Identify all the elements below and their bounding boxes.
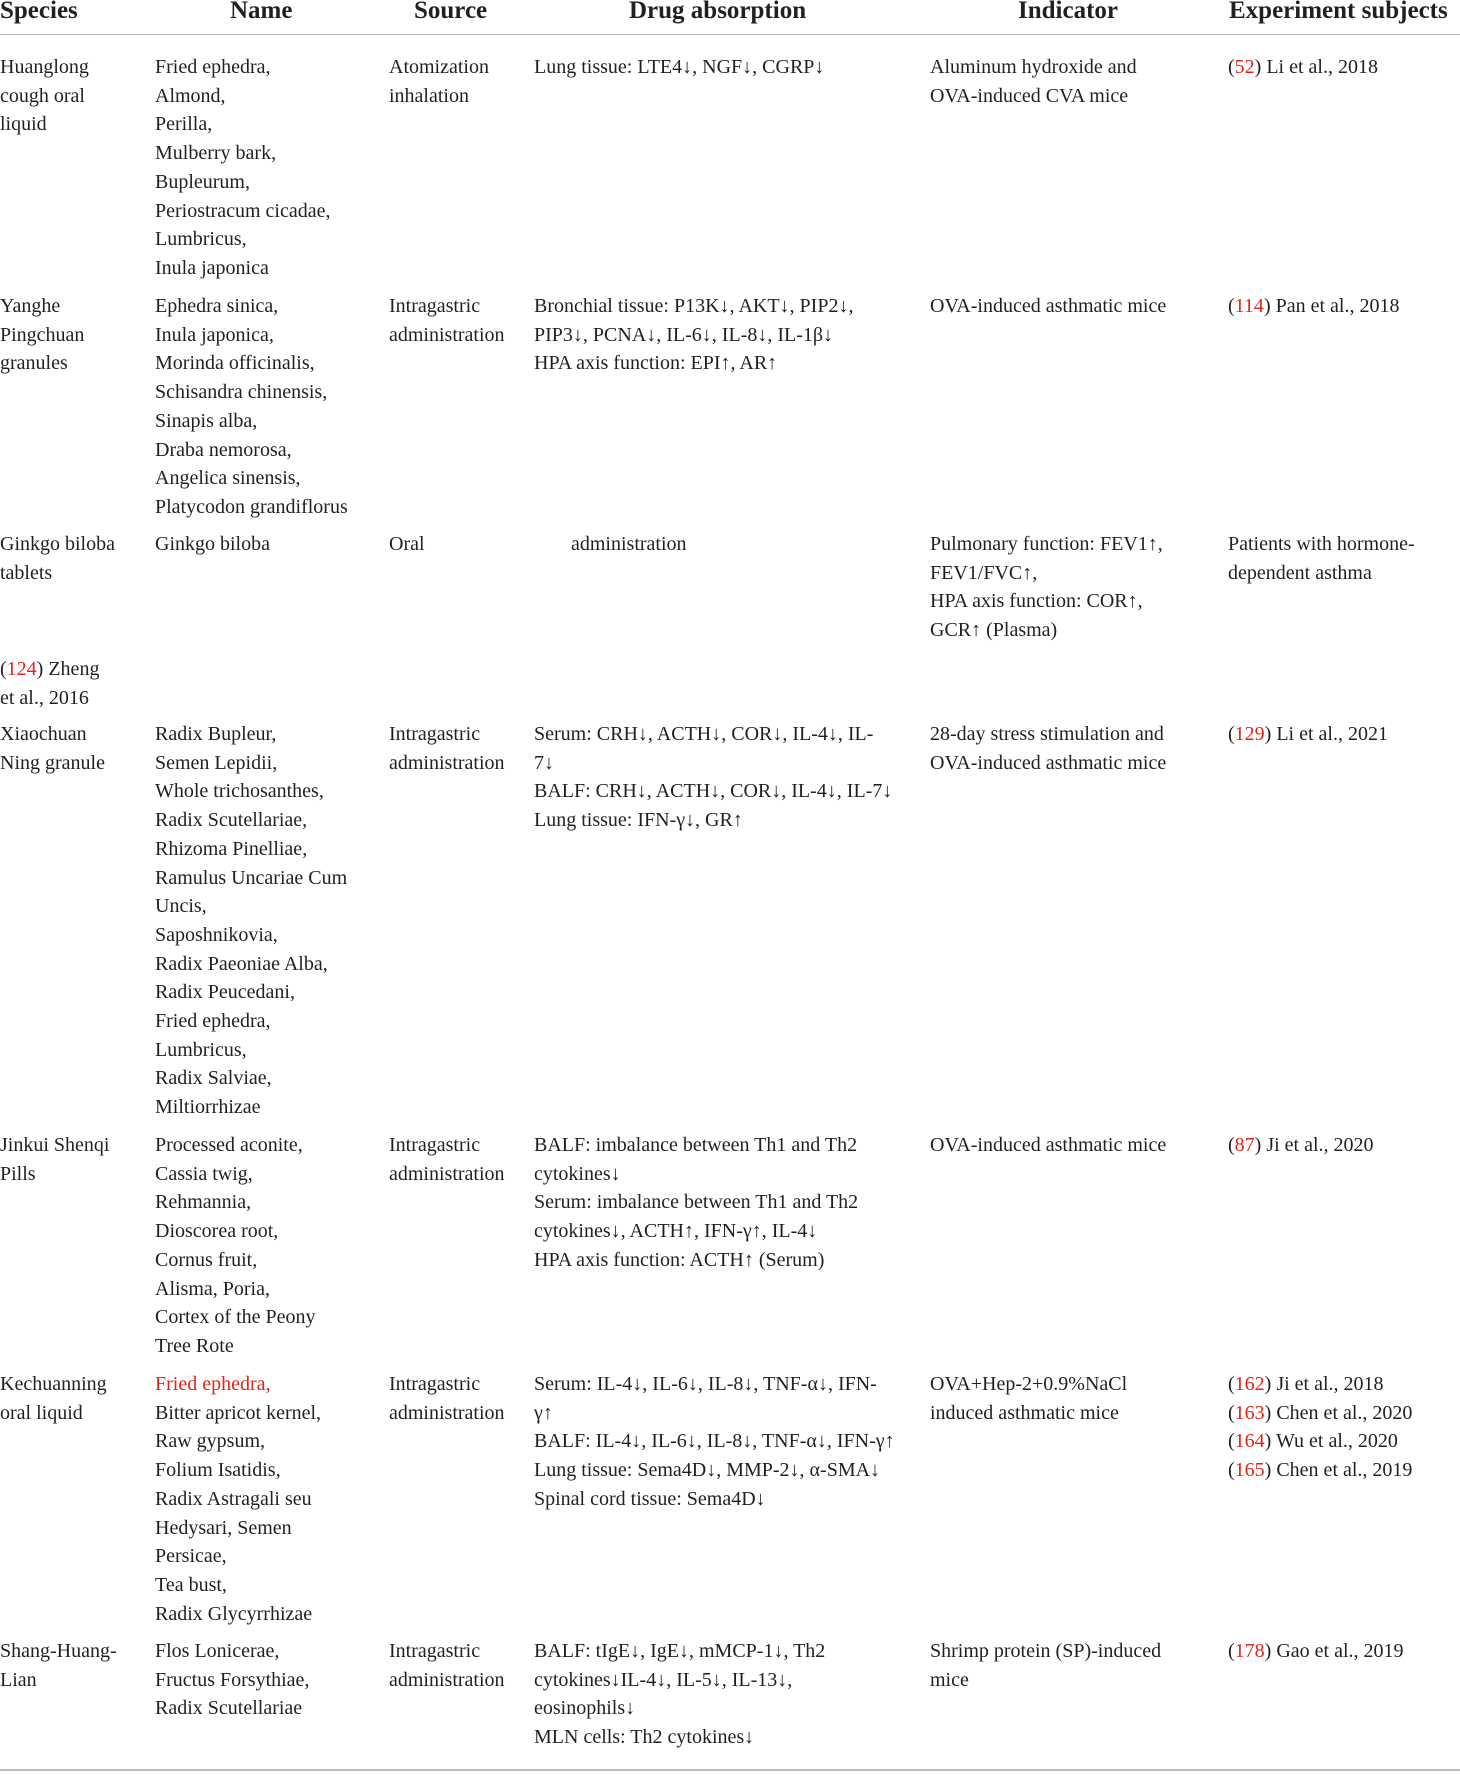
header-indicator: Indicator (1018, 0, 1118, 24)
row-5-name: Fried ephedra, Bitter apricot kernel, Raw gypsum, Folium Isatidis, Radix Astragali seu Hedysari, Semen Persicae, Tea bust, Radix Glycyrrhizae (155, 1370, 321, 1628)
reference-link[interactable]: 178 (1234, 1640, 1265, 1662)
row-2-name: Ginkgo biloba (155, 533, 270, 555)
row-3-source: Intragastric administration (389, 723, 505, 774)
header-name: Name (230, 0, 293, 24)
row-0-species: Huanglong cough oral liquid (0, 56, 89, 136)
row-0-indicator: Aluminum hydroxide and OVA-induced CVA mice (930, 56, 1137, 107)
row-3-refs (1228, 720, 1388, 749)
reference-link[interactable]: 165 (1234, 1459, 1265, 1482)
reference: (165) Chen et al., 2019 (1228, 1459, 1413, 1482)
row-2-subjects: Patients with hormone- dependent asthma (1228, 533, 1415, 584)
row-0-refs (1228, 53, 1378, 82)
reference-link[interactable]: 124 (6, 658, 37, 680)
reference-link[interactable]: 52 (1234, 56, 1255, 78)
highlighted-ingredient[interactable]: Fried ephedra, (155, 1373, 271, 1395)
row-5-refs (1228, 1370, 1412, 1485)
reference: (178) Gao et al., 2019 (1228, 1640, 1404, 1662)
row-6-source: Intragastric administration (389, 1640, 505, 1691)
row-0-source: Atomization inhalation (389, 56, 489, 107)
reference-link[interactable]: 163 (1234, 1401, 1265, 1424)
row-2-species-ref: (124) Zheng et al., 2016 (0, 655, 99, 712)
header-species: Species (0, 0, 78, 24)
reference: (129) Li et al., 2021 (1228, 723, 1388, 745)
row-6-species: Shang-Huang- Lian (0, 1640, 117, 1691)
reference: (164) Wu et al., 2020 (1228, 1430, 1398, 1453)
header-source: Source (414, 0, 488, 24)
row-1-name: Ephedra sinica, Inula japonica, Morinda officinalis, Schisandra chinensis, Sinapis alba, Draba nemorosa, Angelica sinensis, Platycodon grandiflorus (155, 295, 348, 518)
row-1-drug-absorption: Bronchial tissue: P13K↓, AKT↓, PIP2↓, PIP3↓, PCNA↓, IL-6↓, IL-8↓, IL-1β↓ HPA axis function: EPI↑, AR↑ (534, 295, 854, 375)
row-6-name: Flos Lonicerae, Fructus Forsythiae, Radix Scutellariae (155, 1640, 310, 1720)
row-5-drug-absorption: Serum: IL-4↓, IL-6↓, IL-8↓, TNF-α↓, IFN- γ↑ BALF: IL-4↓, IL-6↓, IL-8↓, TNF-α↓, IFN-γ↑ Lung tissue: Sema4D↓, MMP-2↓, α-SMA↓ Spinal cord tissue: Sema4D↓ (534, 1373, 895, 1510)
reference-link[interactable]: 162 (1234, 1373, 1265, 1395)
reference: (124) Zheng (0, 658, 100, 680)
header-drug-absorption: Drug absorption (629, 0, 807, 24)
row-4-source: Intragastric administration (389, 1134, 505, 1185)
row-5-indicator: OVA+Hep-2+0.9%NaCl induced asthmatic mice (930, 1373, 1128, 1424)
row-6-refs (1228, 1637, 1404, 1666)
header-experiment-subjects: Experiment subjects (1229, 0, 1448, 24)
row-2-species: Ginkgo biloba tablets (0, 533, 115, 584)
row-4-species: Jinkui Shenqi Pills (0, 1134, 110, 1185)
row-2-indicator: Pulmonary function: FEV1↑, FEV1/FVC↑, HPA axis function: COR↑, GCR↑ (Plasma) (930, 533, 1163, 642)
reference-link[interactable]: 87 (1234, 1134, 1255, 1156)
row-2-source: Oral (389, 533, 425, 555)
row-1-species: Yanghe Pingchuan granules (0, 295, 85, 375)
row-3-drug-absorption: Serum: CRH↓, ACTH↓, COR↓, IL-4↓, IL- 7↓ BALF: CRH↓, ACTH↓, COR↓, IL-4↓, IL-7↓ Lung tissue: IFN-γ↓, GR↑ (534, 723, 893, 832)
reference: (87) Ji et al., 2020 (1228, 1134, 1374, 1156)
row-3-name: Radix Bupleur, Semen Lepidii, Whole trichosanthes, Radix Scutellariae, Rhizoma Pinelliae, Ramulus Uncariae Cum Uncis, Saposhnikovia, Radix Paeoniae Alba, Radix Peucedani, Fried ephedra, Lumbricus, Radix Salviae, Miltiorrhizae (155, 723, 348, 1119)
row-5-source: Intragastric administration (389, 1373, 505, 1424)
row-4-refs (1228, 1131, 1374, 1160)
row-4-name: Processed aconite, Cassia twig, Rehmannia, Dioscorea root, Cornus fruit, Alisma, Poria, Cortex of the Peony Tree Rote (155, 1134, 316, 1357)
reference: (163) Chen et al., 2020 (1228, 1401, 1413, 1424)
row-1-source: Intragastric administration (389, 295, 505, 346)
row-3-species: Xiaochuan Ning granule (0, 723, 105, 774)
row-1-indicator: OVA-induced asthmatic mice (930, 295, 1167, 317)
row-0-name: Fried ephedra, Almond, Perilla, Mulberry bark, Bupleurum, Periostracum cicadae, Lumbricus, Inula japonica (155, 56, 331, 279)
header-rule (0, 34, 1460, 35)
bottom-rule (0, 1769, 1460, 1771)
row-6-drug-absorption: BALF: tIgE↓, IgE↓, mMCP-1↓, Th2 cytokines↓IL-4↓, IL-5↓, IL-13↓, eosinophils↓ MLN cells: Th2 cytokines↓ (534, 1640, 826, 1749)
row-5-species: Kechuanning oral liquid (0, 1373, 107, 1424)
row-0-drug-absorption: Lung tissue: LTE4↓, NGF↓, CGRP↓ (534, 56, 825, 78)
reference: (114) Pan et al., 2018 (1228, 295, 1400, 317)
row-6-indicator: Shrimp protein (SP)-induced mice (930, 1640, 1162, 1691)
row-3-indicator: 28-day stress stimulation and OVA-induced asthmatic mice (930, 723, 1167, 774)
row-2-drug-absorption: administration (571, 533, 687, 555)
row-1-refs (1228, 292, 1399, 321)
reference: (162) Ji et al., 2018 (1228, 1373, 1384, 1395)
reference-link[interactable]: 114 (1234, 295, 1264, 317)
reference: (52) Li et al., 2018 (1228, 56, 1378, 78)
reference-link[interactable]: 164 (1234, 1430, 1265, 1453)
row-4-indicator: OVA-induced asthmatic mice (930, 1134, 1167, 1156)
row-4-drug-absorption: BALF: imbalance between Th1 and Th2 cytokines↓ Serum: imbalance between Th1 and Th2 cytokines↓, ACTH↑, IFN-γ↑, IL-4↓ HPA axis function: ACTH↑ (Serum) (534, 1134, 859, 1271)
reference-link[interactable]: 129 (1234, 723, 1265, 745)
